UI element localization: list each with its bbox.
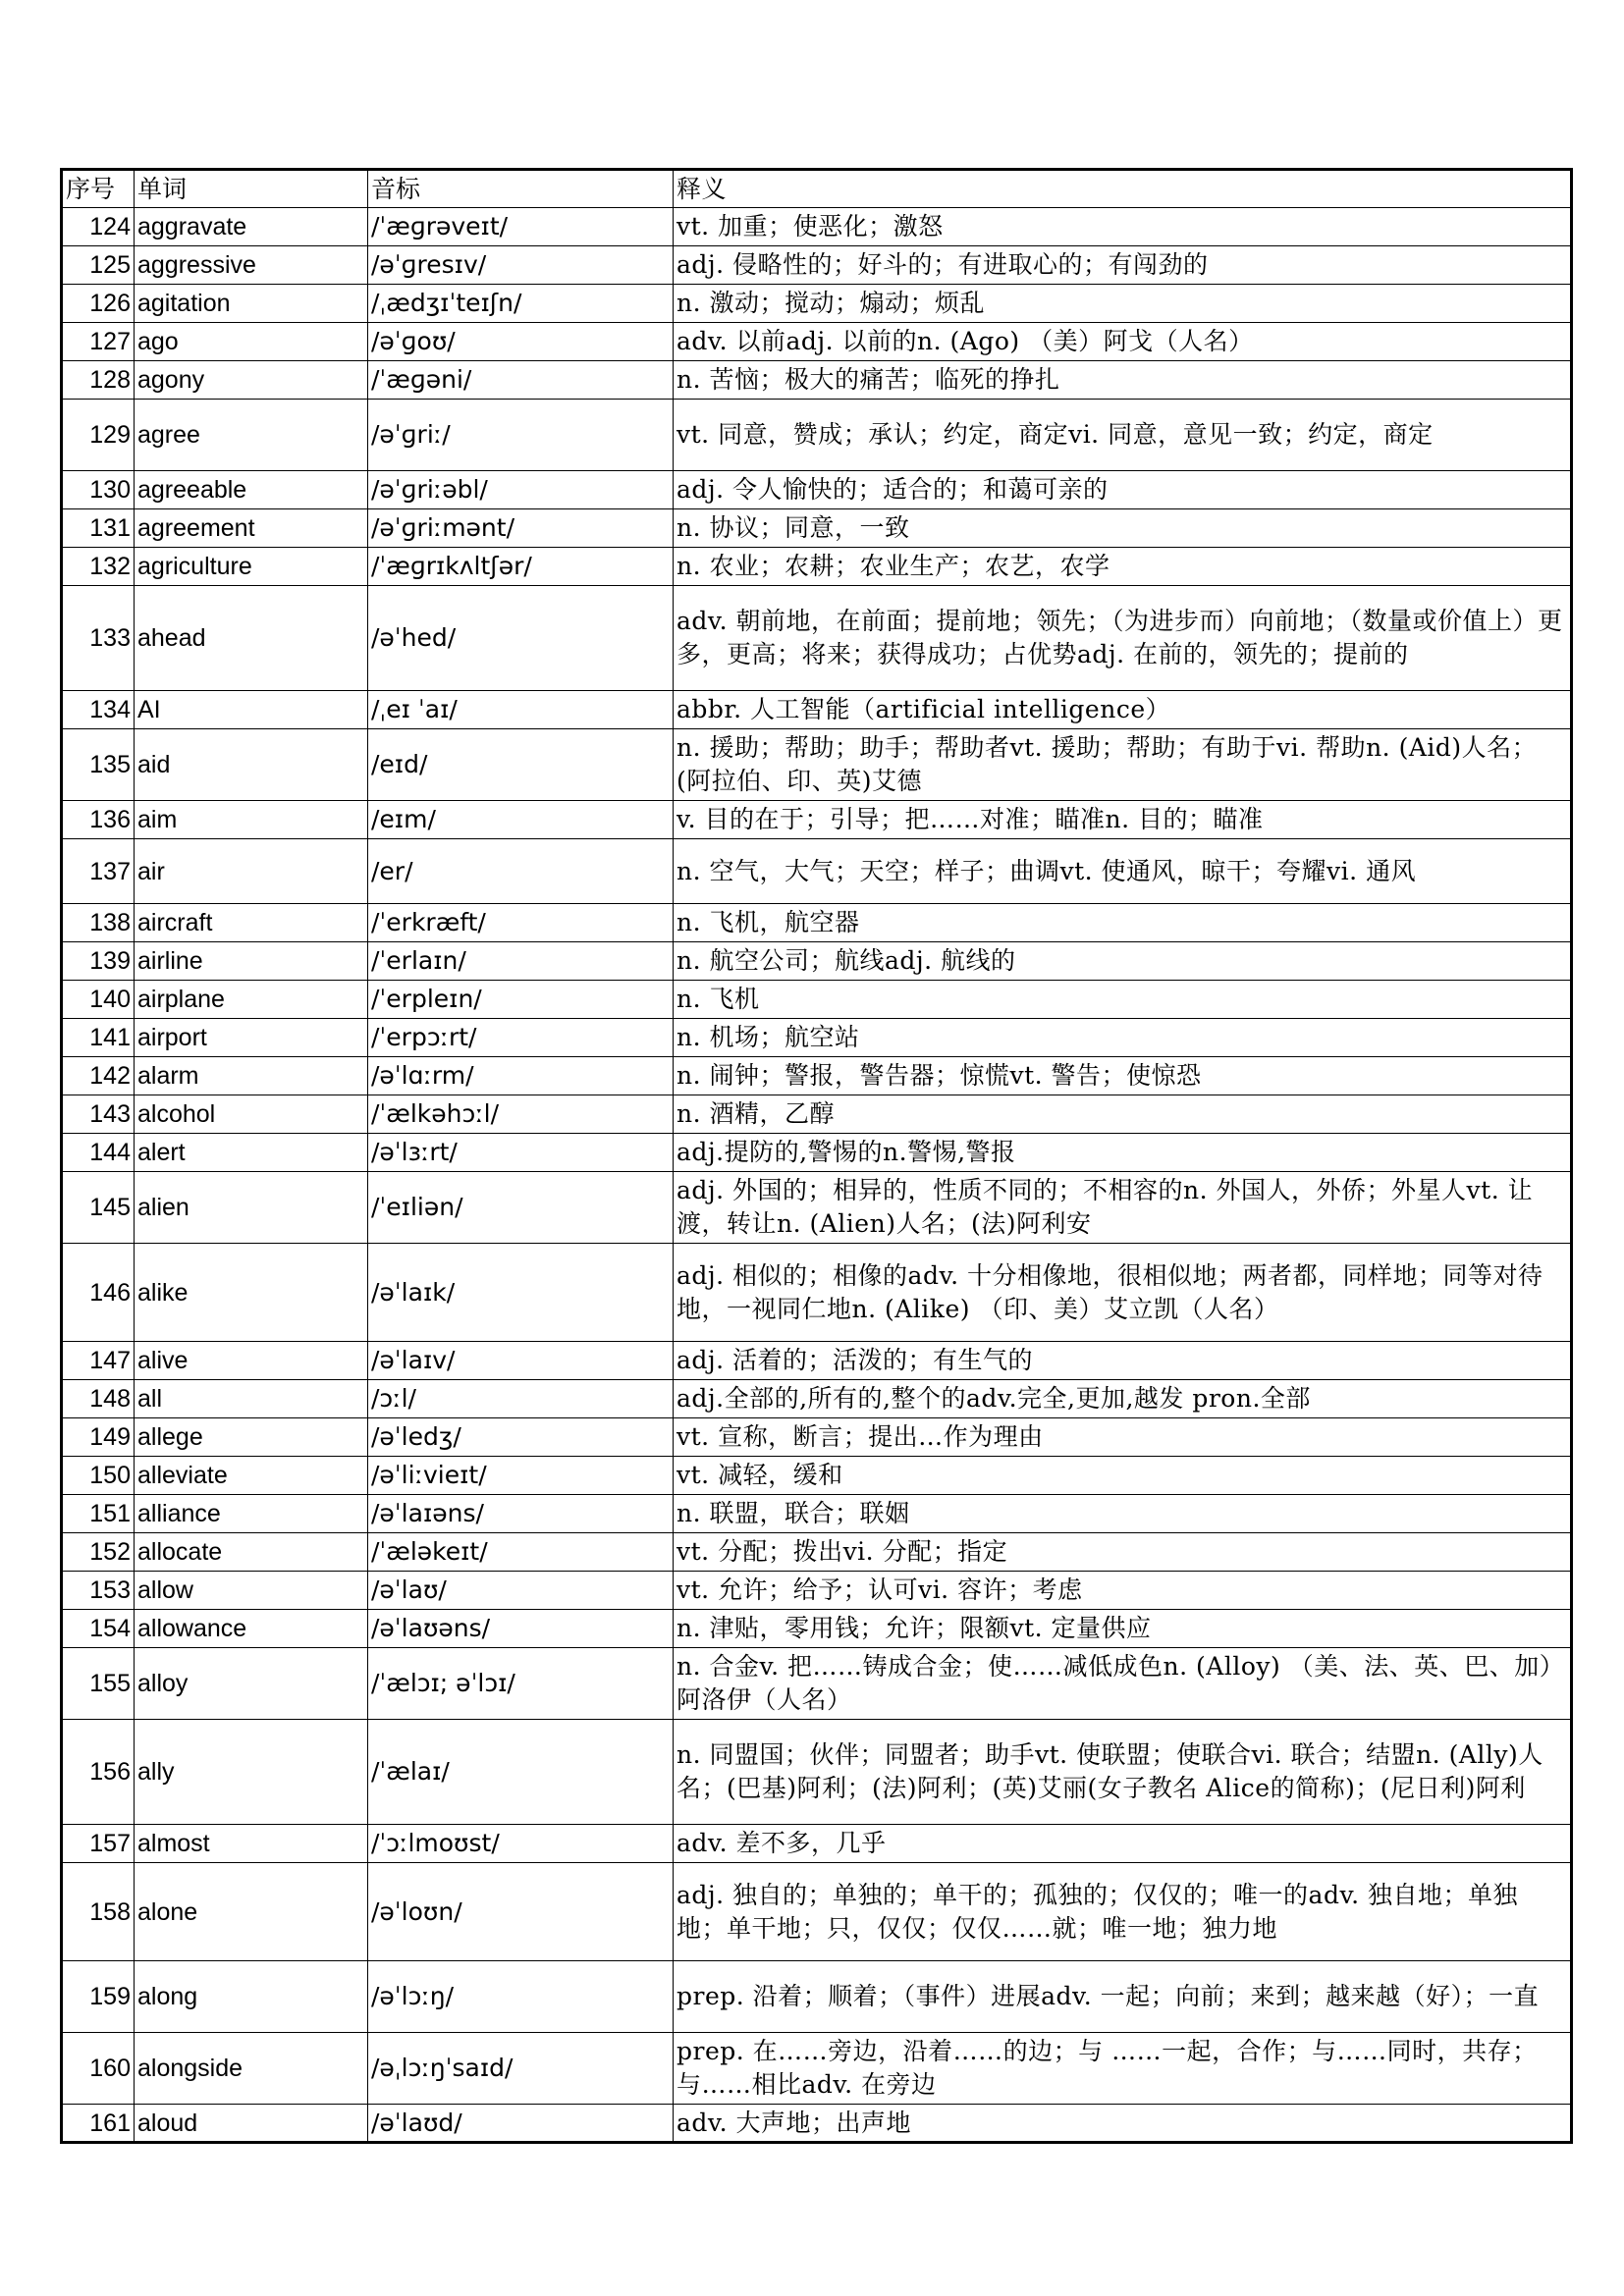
definition: adj. 相似的；相像的adv. 十分相像地，很相似地；两者都，同样地；同等对待地，一视同仁地n. (Alike) （印、美）艾立凯（人名）	[674, 1244, 1572, 1342]
table-row	[62, 471, 1572, 509]
phonetic: /er/	[368, 839, 674, 904]
word: allow	[135, 1572, 368, 1610]
phonetic: /əˈlaɪv/	[368, 1342, 674, 1380]
word-number: 134	[62, 691, 135, 729]
table-row	[62, 1572, 1572, 1610]
word-number: 139	[62, 942, 135, 981]
table-row	[62, 1342, 1572, 1380]
phonetic: /ˈerpleɪn/	[368, 981, 674, 1019]
word-number: 149	[62, 1418, 135, 1457]
phonetic: /ˌeɪ ˈaɪ/	[368, 691, 674, 729]
word-number: 147	[62, 1342, 135, 1380]
phonetic: /ˌædʒɪˈteɪʃn/	[368, 285, 674, 323]
definition: vt. 宣称，断言；提出…作为理由	[674, 1418, 1572, 1457]
header-word: 单词	[135, 170, 368, 208]
table-row	[62, 904, 1572, 942]
word: aim	[135, 801, 368, 839]
word-number: 155	[62, 1648, 135, 1720]
definition: adj.提防的,警惕的n.警惕,警报	[674, 1134, 1572, 1172]
table-row	[62, 1380, 1572, 1418]
phonetic: /əˈlaʊ/	[368, 1572, 674, 1610]
word: airplane	[135, 981, 368, 1019]
phonetic: /əˈlɔːŋ/	[368, 1961, 674, 2033]
word-number: 160	[62, 2033, 135, 2105]
table-row	[62, 1825, 1572, 1863]
phonetic: /eɪd/	[368, 729, 674, 801]
phonetic: /ˈerkræft/	[368, 904, 674, 942]
table-row	[62, 323, 1572, 361]
word: almost	[135, 1825, 368, 1863]
word: aircraft	[135, 904, 368, 942]
word-number: 158	[62, 1863, 135, 1961]
table-row	[62, 1533, 1572, 1572]
table-row	[62, 1720, 1572, 1825]
word: agreeable	[135, 471, 368, 509]
phonetic: /əˈlaɪəns/	[368, 1495, 674, 1533]
word-number: 143	[62, 1095, 135, 1134]
phonetic: /ˈerpɔːrt/	[368, 1019, 674, 1057]
word-number: 132	[62, 548, 135, 586]
word: aggravate	[135, 208, 368, 246]
word: ago	[135, 323, 368, 361]
definition: v. 目的在于；引导；把……对准；瞄准n. 目的；瞄准	[674, 801, 1572, 839]
definition: adj.全部的,所有的,整个的adv.完全,更加,越发 pron.全部	[674, 1380, 1572, 1418]
header-row	[62, 170, 1572, 208]
definition: vt. 减轻，缓和	[674, 1457, 1572, 1495]
word: alliance	[135, 1495, 368, 1533]
definition: n. 飞机，航空器	[674, 904, 1572, 942]
word: AI	[135, 691, 368, 729]
definition: adj. 令人愉快的；适合的；和蔼可亲的	[674, 471, 1572, 509]
word: all	[135, 1380, 368, 1418]
phonetic: /əˈɡresɪv/	[368, 246, 674, 285]
definition: n. 激动；搅动；煽动；烦乱	[674, 285, 1572, 323]
definition: n. 协议；同意，一致	[674, 509, 1572, 548]
word: agreement	[135, 509, 368, 548]
phonetic: /əˈlɜːrt/	[368, 1134, 674, 1172]
word: along	[135, 1961, 368, 2033]
definition: n. 苦恼；极大的痛苦；临死的挣扎	[674, 361, 1572, 400]
word: ahead	[135, 586, 368, 691]
word-number: 133	[62, 586, 135, 691]
table-row	[62, 586, 1572, 691]
word-number: 127	[62, 323, 135, 361]
word: aloud	[135, 2105, 368, 2143]
word: alive	[135, 1342, 368, 1380]
definition: n. 农业；农耕；农业生产；农艺，农学	[674, 548, 1572, 586]
phonetic: /əˌlɔːŋˈsaɪd/	[368, 2033, 674, 2105]
phonetic: /əˈhed/	[368, 586, 674, 691]
word: allege	[135, 1418, 368, 1457]
definition: n. 同盟国；伙伴；同盟者；助手vt. 使联盟；使联合vi. 联合；结盟n. (Ally)人名；(巴基)阿利；(法)阿利；(英)艾丽(女子教名 Alice的简称)；(尼日利)阿利	[674, 1720, 1572, 1825]
phonetic: /ˈɔːlmoʊst/	[368, 1825, 674, 1863]
word-number: 156	[62, 1720, 135, 1825]
word: allowance	[135, 1610, 368, 1648]
word-number: 151	[62, 1495, 135, 1533]
definition: abbr. 人工智能（artificial intelligence）	[674, 691, 1572, 729]
word-number: 144	[62, 1134, 135, 1172]
word-number: 148	[62, 1380, 135, 1418]
table-row	[62, 548, 1572, 586]
table-row	[62, 942, 1572, 981]
word-number: 154	[62, 1610, 135, 1648]
table-row	[62, 2033, 1572, 2105]
header-number: 序号	[62, 170, 135, 208]
phonetic: /əˈliːvieɪt/	[368, 1457, 674, 1495]
table-row	[62, 285, 1572, 323]
word: alert	[135, 1134, 368, 1172]
definition: adj. 活着的；活泼的；有生气的	[674, 1342, 1572, 1380]
definition: n. 飞机	[674, 981, 1572, 1019]
definition: vt. 加重；使恶化；激怒	[674, 208, 1572, 246]
table-row	[62, 208, 1572, 246]
definition: adj. 独自的；单独的；单干的；孤独的；仅仅的；唯一的adv. 独自地；单独地；单干地；只，仅仅；仅仅……就；唯一地；独力地	[674, 1863, 1572, 1961]
table-row	[62, 2105, 1572, 2143]
table-row	[62, 1457, 1572, 1495]
phonetic: /əˈloʊn/	[368, 1863, 674, 1961]
definition: adj. 外国的；相异的，性质不同的；不相容的n. 外国人，外侨；外星人vt. 让渡，转让n. (Alien)人名；(法)阿利安	[674, 1172, 1572, 1244]
word-number: 140	[62, 981, 135, 1019]
phonetic: /əˈlɑːrm/	[368, 1057, 674, 1095]
word: aid	[135, 729, 368, 801]
word: allocate	[135, 1533, 368, 1572]
word: alloy	[135, 1648, 368, 1720]
phonetic: /əˈɡoʊ/	[368, 323, 674, 361]
definition: prep. 沿着；顺着；（事件）进展adv. 一起；向前；来到；越来越（好）；一直	[674, 1961, 1572, 2033]
phonetic: /ˈæɡrəveɪt/	[368, 208, 674, 246]
table-row	[62, 1095, 1572, 1134]
table-row	[62, 729, 1572, 801]
word-number: 141	[62, 1019, 135, 1057]
word-number: 135	[62, 729, 135, 801]
table-row	[62, 1244, 1572, 1342]
definition: adj. 侵略性的；好斗的；有进取心的；有闯劲的	[674, 246, 1572, 285]
definition: n. 空气，大气；天空；样子；曲调vt. 使通风，晾干；夸耀vi. 通风	[674, 839, 1572, 904]
word-number: 137	[62, 839, 135, 904]
definition: n. 航空公司；航线adj. 航线的	[674, 942, 1572, 981]
table-row	[62, 1863, 1572, 1961]
header-phonetic: 音标	[368, 170, 674, 208]
word: agree	[135, 400, 368, 471]
definition: adv. 朝前地，在前面；提前地；领先；（为进步而）向前地；（数量或价值上）更多，更高；将来；获得成功；占优势adj. 在前的，领先的；提前的	[674, 586, 1572, 691]
word-number: 153	[62, 1572, 135, 1610]
table-row	[62, 691, 1572, 729]
word-number: 136	[62, 801, 135, 839]
phonetic: /ˈælaɪ/	[368, 1720, 674, 1825]
word: agony	[135, 361, 368, 400]
word-number: 150	[62, 1457, 135, 1495]
word: alcohol	[135, 1095, 368, 1134]
phonetic: /əˈɡriː/	[368, 400, 674, 471]
word-number: 131	[62, 509, 135, 548]
word: ally	[135, 1720, 368, 1825]
word-number: 145	[62, 1172, 135, 1244]
phonetic: /ɔːl/	[368, 1380, 674, 1418]
definition: vt. 同意，赞成；承认；约定，商定vi. 同意，意见一致；约定，商定	[674, 400, 1572, 471]
definition: vt. 允许；给予；认可vi. 容许；考虑	[674, 1572, 1572, 1610]
word-number: 124	[62, 208, 135, 246]
table-row	[62, 981, 1572, 1019]
table-row	[62, 1610, 1572, 1648]
word: alarm	[135, 1057, 368, 1095]
phonetic: /əˈledʒ/	[368, 1418, 674, 1457]
table-row	[62, 1134, 1572, 1172]
table-row	[62, 801, 1572, 839]
word-number: 152	[62, 1533, 135, 1572]
definition: adv. 大声地；出声地	[674, 2105, 1572, 2143]
table-row	[62, 1057, 1572, 1095]
word: airline	[135, 942, 368, 981]
word-number: 159	[62, 1961, 135, 2033]
definition: n. 联盟，联合；联姻	[674, 1495, 1572, 1533]
table-row	[62, 1418, 1572, 1457]
definition: n. 闹钟；警报，警告器；惊慌vt. 警告；使惊恐	[674, 1057, 1572, 1095]
phonetic: /əˈɡriːmənt/	[368, 509, 674, 548]
word-number: 126	[62, 285, 135, 323]
phonetic: /ˈæɡəni/	[368, 361, 674, 400]
table-row	[62, 839, 1572, 904]
phonetic: /əˈɡriːəbl/	[368, 471, 674, 509]
word-number: 157	[62, 1825, 135, 1863]
phonetic: /əˈlaɪk/	[368, 1244, 674, 1342]
word: agriculture	[135, 548, 368, 586]
word: aggressive	[135, 246, 368, 285]
definition: n. 机场；航空站	[674, 1019, 1572, 1057]
table-row	[62, 400, 1572, 471]
phonetic: /ˈælɔɪ; əˈlɔɪ/	[368, 1648, 674, 1720]
phonetic: /əˈlaʊd/	[368, 2105, 674, 2143]
word: air	[135, 839, 368, 904]
table-row	[62, 509, 1572, 548]
table-row	[62, 1172, 1572, 1244]
phonetic: /ˈælkəhɔːl/	[368, 1095, 674, 1134]
definition: n. 津贴，零用钱；允许；限额vt. 定量供应	[674, 1610, 1572, 1648]
word: alleviate	[135, 1457, 368, 1495]
phonetic: /ˈeɪliən/	[368, 1172, 674, 1244]
definition: vt. 分配；拨出vi. 分配；指定	[674, 1533, 1572, 1572]
definition: n. 合金v. 把……铸成合金；使……减低成色n. (Alloy) （美、法、英、巴、加）阿洛伊（人名）	[674, 1648, 1572, 1720]
phonetic: /əˈlaʊəns/	[368, 1610, 674, 1648]
word: alongside	[135, 2033, 368, 2105]
table-row	[62, 1961, 1572, 2033]
header-definition: 释义	[674, 170, 1572, 208]
word-number: 146	[62, 1244, 135, 1342]
phonetic: /ˈerlaɪn/	[368, 942, 674, 981]
word-number: 138	[62, 904, 135, 942]
word: airport	[135, 1019, 368, 1057]
definition: prep. 在……旁边，沿着……的边；与 ……一起，合作；与……同时，共存；与……相比adv. 在旁边	[674, 2033, 1572, 2105]
definition: n. 酒精，乙醇	[674, 1095, 1572, 1134]
definition: adv. 以前adj. 以前的n. (Ago) （美）阿戈（人名）	[674, 323, 1572, 361]
vocabulary-table-body	[62, 170, 1572, 2143]
table-row	[62, 1495, 1572, 1533]
table-row	[62, 246, 1572, 285]
word: alike	[135, 1244, 368, 1342]
definition: adv. 差不多，几乎	[674, 1825, 1572, 1863]
definition: n. 援助；帮助；助手；帮助者vt. 援助；帮助；有助于vi. 帮助n. (Aid)人名；(阿拉伯、印、英)艾德	[674, 729, 1572, 801]
table-row	[62, 1648, 1572, 1720]
vocabulary-table	[60, 168, 1573, 2144]
table-row	[62, 361, 1572, 400]
word-number: 129	[62, 400, 135, 471]
phonetic: /eɪm/	[368, 801, 674, 839]
word-number: 125	[62, 246, 135, 285]
table-row	[62, 1019, 1572, 1057]
word-number: 128	[62, 361, 135, 400]
word-number: 130	[62, 471, 135, 509]
phonetic: /ˈæləkeɪt/	[368, 1533, 674, 1572]
word-number: 161	[62, 2105, 135, 2143]
word-number: 142	[62, 1057, 135, 1095]
word: agitation	[135, 285, 368, 323]
word: alien	[135, 1172, 368, 1244]
phonetic: /ˈæɡrɪkʌltʃər/	[368, 548, 674, 586]
word: alone	[135, 1863, 368, 1961]
